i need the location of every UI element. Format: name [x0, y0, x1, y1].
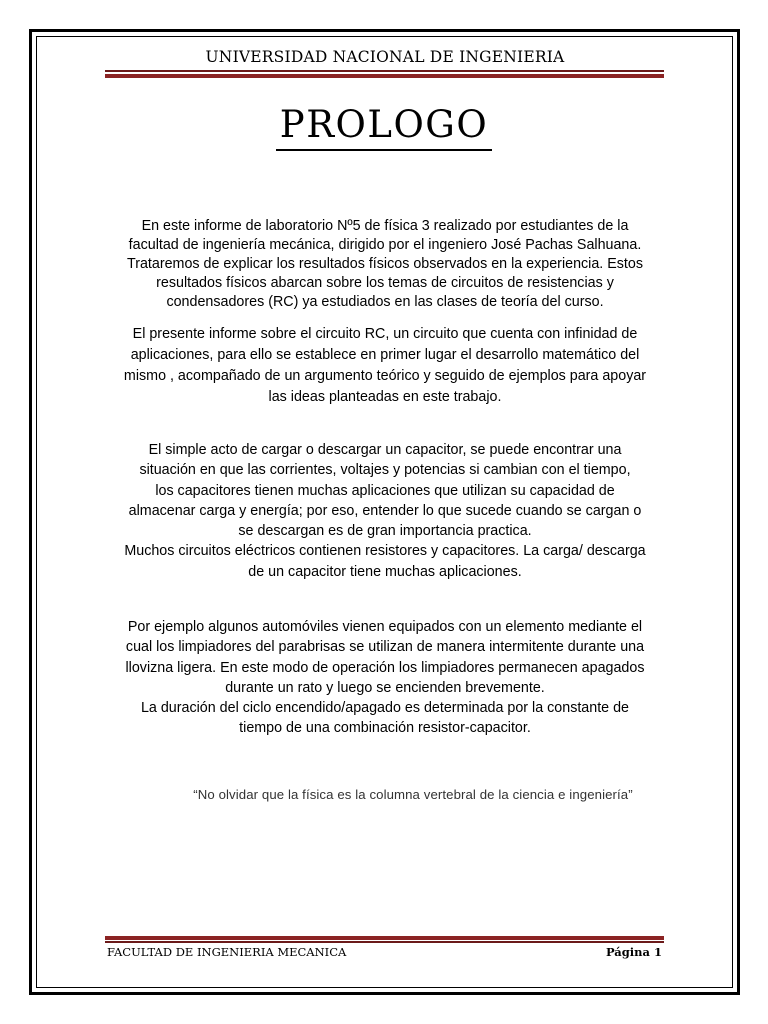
- footer-faculty: FACULTAD DE INGENIERIA MECANICA: [107, 945, 347, 959]
- footer-rule-thick: [105, 936, 664, 940]
- paragraph-line: Trataremos de explicar los resultados físicos observados en la experiencia. Estos: [127, 256, 643, 272]
- paragraph-example: [108, 617, 662, 739]
- paragraph-line: durante un rato y luego se encienden brevemente.: [225, 679, 545, 696]
- paragraph-line: resultados físicos abarcan sobre los temas de circuitos de resistencias y: [156, 275, 614, 291]
- header-title: UNIVERSIDAD NACIONAL DE INGENIERIA: [205, 48, 565, 66]
- paragraph-line: tiempo de una combinación resistor-capacitor.: [239, 720, 531, 737]
- paragraph-line: facultad de ingeniería mecánica, dirigido por el ingeniero José Pachas Salhuana.: [128, 237, 642, 253]
- paragraph-line: se descargan es de gran importancia practica.: [238, 523, 532, 540]
- page-title: PROLOGO: [276, 106, 492, 151]
- paragraph-line: cual los limpiadores del parabrisas se utilizan de manera intermitente durante una: [125, 639, 645, 656]
- paragraph-line: condensadores (RC) ya estudiados en las clases de teoría del curso.: [166, 294, 604, 310]
- paragraph-line: llovizna ligera. En este modo de operación los limpiadores permanecen apagados: [125, 659, 645, 676]
- footer-page-number: Página 1: [605, 945, 662, 959]
- paragraph-rc-circuit: [108, 324, 662, 408]
- page-title-wrapper: [0, 103, 768, 151]
- paragraph-line: mismo , acompañado de un argumento teórico y seguido de ejemplos para apoyar: [123, 368, 647, 384]
- paragraph-line: aplicaciones, para ello se establece en primer lugar el desarrollo matemático del: [130, 347, 640, 363]
- paragraph-line: almacenar carga y energía; por eso, entender lo que sucede cuando se cargan o: [128, 502, 642, 519]
- paragraph-line: Por ejemplo algunos automóviles vienen equipados con un elemento mediante el: [127, 619, 643, 635]
- paragraph-line: de un capacitor tiene muchas aplicaciones.: [248, 563, 522, 580]
- header-rule-thick: [105, 74, 664, 78]
- paragraph-line: El simple acto de cargar o descargar un capacitor, se puede encontrar una: [148, 442, 622, 458]
- paragraph-line: En este informe de laboratorio Nº5 de física 3 realizado por estudiantes de la: [141, 218, 629, 234]
- paragraph-line: los capacitores tienen muchas aplicaciones que utilizan su capacidad de: [155, 482, 615, 499]
- paragraph-line: La duración del ciclo encendido/apagado es determinada por la constante de: [140, 700, 630, 717]
- paragraph-line: situación en que las corrientes, voltajes y potencias si cambian con el tiempo,: [139, 462, 631, 479]
- closing-quote: “No olvidar que la física es la columna vertebral de la ciencia e ingeniería”: [193, 787, 633, 802]
- footer-rule-thin: [105, 941, 664, 943]
- paragraph-capacitor: [108, 440, 662, 582]
- paragraph-intro: [108, 217, 662, 312]
- paragraph-line: las ideas planteadas en este trabajo.: [268, 389, 502, 405]
- header-rule-thin: [105, 70, 664, 72]
- paragraph-line: Muchos circuitos eléctricos contienen resistores y capacitores. La carga/ descarga: [124, 543, 646, 560]
- paragraph-line: El presente informe sobre el circuito RC, un circuito que cuenta con infinidad de: [132, 326, 638, 342]
